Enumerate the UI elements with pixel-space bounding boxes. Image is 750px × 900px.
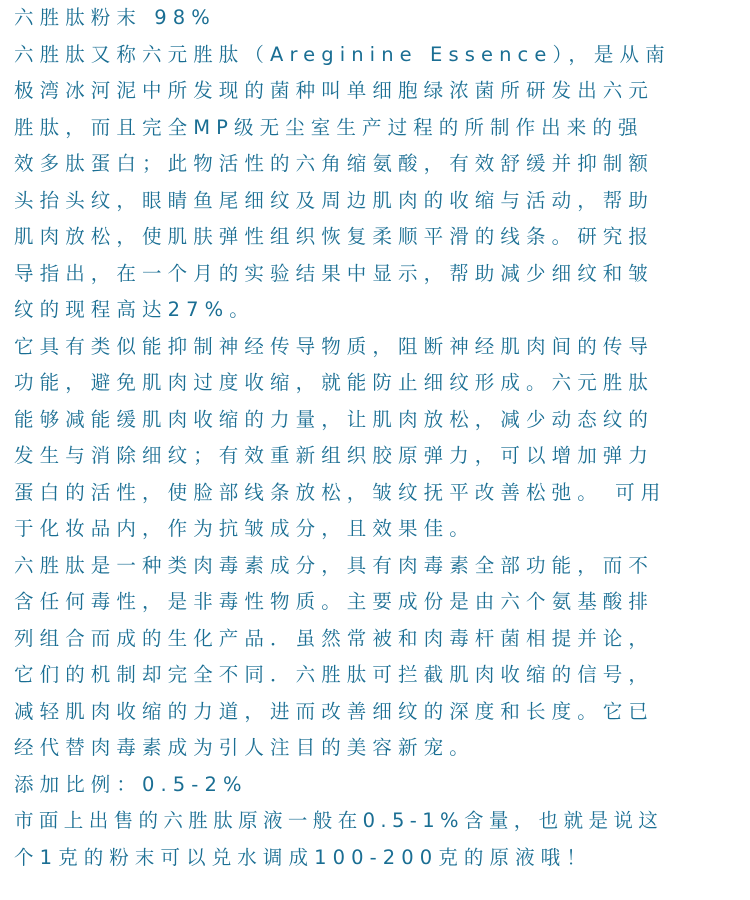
- paragraph-2-line-5: 蛋白的活性，使脸部线条放松，皱纹抚平改善松弛。 可用: [14, 480, 667, 504]
- paragraph-3-line-3: 列组合而成的生化产品．虽然常被和肉毒杆菌相提并论，: [14, 626, 655, 650]
- paragraph-1-line-3: 胜肽，而且完全MP级无尘室生产过程的所制作出来的强: [14, 115, 644, 139]
- paragraph-4-line-1: 市面上出售的六胜肽原液一般在0.5-1%含量，也就是说这: [14, 809, 664, 832]
- product-description: [14, 0, 744, 876]
- paragraph-1-line-2: 极湾冰河泥中所发现的菌种叫单细胞绿浓菌所研发出六元: [14, 79, 655, 102]
- paragraph-1-line-5: 头抬头纹，眼睛鱼尾细纹及周边肌肉的收缩与活动，帮助: [14, 188, 655, 212]
- paragraph-2-line-2: 功能，避免肌肉过度收缩，就能防止细纹形成。六元胜肽: [14, 371, 655, 394]
- paragraph-3-line-4: 它们的机制却完全不同．六胜肽可拦截肌肉收缩的信号，: [14, 663, 655, 686]
- paragraph-1-line-7: 导指出，在一个月的实验结果中显示，帮助减少细纹和皱: [14, 261, 655, 285]
- paragraph-3-line-6: 经代替肉毒素成为引人注目的美容新宠。: [14, 736, 475, 759]
- paragraph-3-line-1: 六胜肽是一种类肉毒素成分，具有肉毒素全部功能，而不: [14, 553, 655, 577]
- paragraph-1-line-1: 六胜肽又称六元胜肽（Areginine Essence），是从南: [14, 42, 671, 66]
- paragraph-2-line-3: 能够减能缓肌肉收缩的力量，让肌肉放松，减少动态纹的: [14, 407, 655, 431]
- paragraph-1-line-6: 肌肉放松，使肌肤弹性组织恢复柔顺平滑的线条。研究报: [14, 225, 655, 248]
- paragraph-2-line-4: 发生与消除细纹；有效重新组织胶原弹力，可以增加弹力: [14, 444, 655, 467]
- paragraph-1-line-4: 效多肽蛋白；此物活性的六角缩氨酸，有效舒缓并抑制额: [14, 152, 655, 175]
- paragraph-4-line-2: 个1克的粉末可以兑水调成100-200克的原液哦！: [14, 845, 592, 869]
- dosage-ratio: 添加比例：0.5-2%: [14, 772, 248, 796]
- paragraph-1-line-8: 纹的现程高达27%。: [14, 298, 255, 321]
- paragraph-2-line-6: 于化妆品内，作为抗皱成分，且效果佳。: [14, 517, 475, 540]
- paragraph-3-line-5: 减轻肌肉收缩的力道，进而改善细纹的深度和长度。它已: [14, 699, 655, 723]
- paragraph-2-line-1: 它具有类似能抑制神经传导物质，阻断神经肌肉间的传导: [14, 334, 655, 358]
- product-title: 六胜肽粉末 98%: [14, 6, 216, 29]
- paragraph-3-line-2: 含任何毒性，是非毒性物质。主要成份是由六个氨基酸排: [14, 590, 655, 613]
